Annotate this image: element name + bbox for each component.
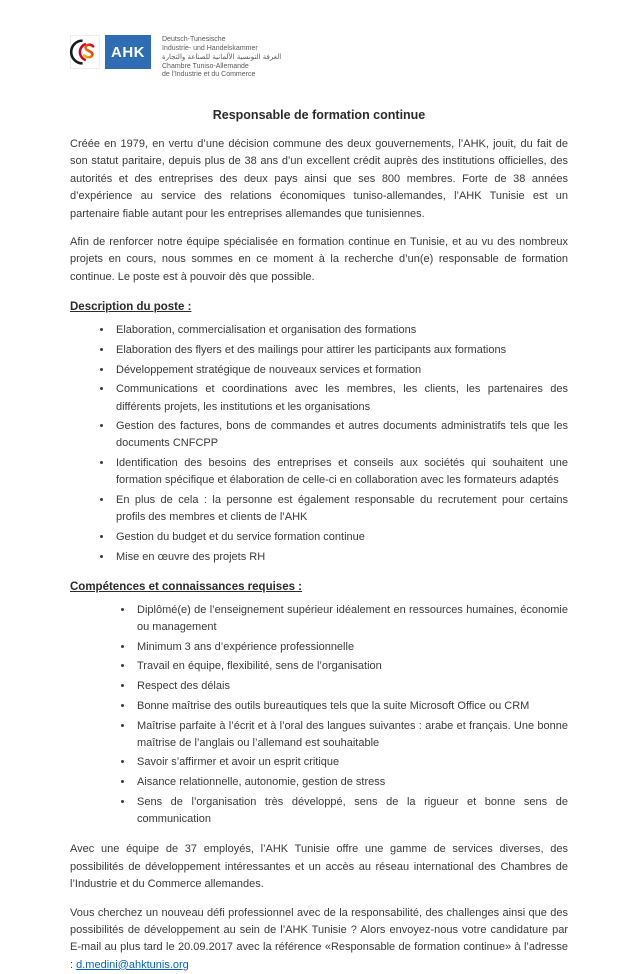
- list-item: • Elaboration des flyers et des mailings pour attirer les participants aux formations: [113, 342, 568, 359]
- german-colors-s-swoosh-icon: [70, 35, 100, 69]
- description-list: [70, 322, 568, 566]
- logo-caption-line: Deutsch-Tunesische: [162, 36, 226, 43]
- email-link[interactable]: d.medini@ahktunis.org: [76, 958, 189, 971]
- closing-text: Vous cherchez un nouveau défi professionnel avec de la responsabilité, des challenges ainsi que des possibilités de développement au sein de l’AHK Tunisie ? Alors envoyez-nous votre candidature par E-mail au plus tard le 20.09.2017 avec la référence «Responsable de formation continue» à l’adresse :: [70, 906, 568, 971]
- logo-caption: [162, 35, 281, 80]
- list-item: • Gestion du budget et du service formation continue: [113, 529, 568, 546]
- list-item: • Maîtrise parfaite à l’écrit et à l’oral des langues suivantes : arabe et français. Une bonne maîtrise de l’anglais ou l’allemand est souhaitable: [134, 718, 568, 752]
- list-item: • Mise en œuvre des projets RH: [113, 549, 568, 566]
- list-item: • Gestion des factures, bons de commandes et autres documents administratifs tels que les documents CNFCPP: [113, 418, 568, 452]
- section-heading-competences: Compétences et connaissances requises :: [70, 580, 303, 593]
- logo-caption-line: Chambre Tuniso-Allemande: [162, 62, 249, 70]
- ahk-logo: [70, 35, 568, 80]
- list-item: • Sens de l’organisation très développé, sens de la rigueur et bonne sens de communication: [134, 794, 568, 828]
- intro-paragraph-1: Créée en 1979, en vertu d’une décision commune des deux gouvernements, l’AHK, jouit, du fait de son statut paritaire, depuis plus de 38 ans d’un excellent crédit auprès des institutions officielles, des autorités et des entreprises des deux pays ainsi que ses 800 membres. Forte de 38 années d’expérience au service des relations économiques tuniso-allemandes, l’AHK Tunisie est un partenaire fiable autant pour les entreprises allemandes que tunisiennes.: [70, 137, 568, 220]
- list-item: • Travail en équipe, flexibilité, sens de l’organisation: [134, 658, 568, 675]
- job-title: Responsable de formation continue: [212, 107, 426, 122]
- list-item: • Identification des besoins des entreprises et conseils aux sociétés qui souhaitent une formation spécifique et élaboration de celle-ci en collaboration avec les formateurs adaptés: [113, 455, 568, 489]
- logo-caption-line: de l’Industrie et du Commerce: [162, 71, 256, 79]
- list-item: • Communications et coordinations avec les membres, les clients, les partenaires des différents projets, les institutions et les organisations: [113, 381, 568, 415]
- list-item: • Elaboration, commercialisation et organisation des formations: [113, 322, 568, 339]
- competences-list: [70, 602, 568, 828]
- section-heading-description: Description du poste :: [70, 301, 192, 314]
- closing-paragraph: [70, 905, 568, 974]
- logo-caption-line-arabic: الغرفة التونسية الألمانية للصناعة والتجارة: [162, 53, 282, 62]
- list-item: • Respect des délais: [134, 678, 568, 695]
- list-item: • Diplômé(e) de l’enseignement supérieur idéalement en ressources humaines, économie ou management: [134, 602, 568, 636]
- intro-paragraph-2: Afin de renforcer notre équipe spécialisée en formation continue en Tunisie, et au vu des nombreux projets en cours, nous sommes en ce moment à la recherche d’un(e) responsable de formation continue. Le poste est à pouvoir dès que possible.: [70, 236, 568, 283]
- list-item: • Minimum 3 ans d’expérience professionnelle: [134, 639, 568, 656]
- team-paragraph: Avec une équipe de 37 employés, l’AHK Tunisie offre une gamme de services diverses, des possibilités de développement intéressantes et un accès au réseau international des Chambres de l’Industrie et du Commerce allemandes.: [70, 843, 568, 891]
- logo-caption-line: Industrie- und Handelskammer: [162, 44, 258, 52]
- list-item: • En plus de cela : la personne est également responsable du recrutement pour certains profils des membres et clients de l’AHK: [113, 492, 568, 526]
- list-item: • Bonne maîtrise des outils bureautiques tels que la suite Microsoft Office ou CRM: [134, 698, 568, 715]
- list-item: • Aisance relationnelle, autonomie, gestion de stress: [134, 774, 568, 791]
- list-item: • Savoir s’affirmer et avoir un esprit critique: [134, 754, 568, 771]
- ahk-wordmark: AHK: [105, 35, 151, 69]
- list-item: • Développement stratégique de nouveaux services et formation: [113, 362, 568, 379]
